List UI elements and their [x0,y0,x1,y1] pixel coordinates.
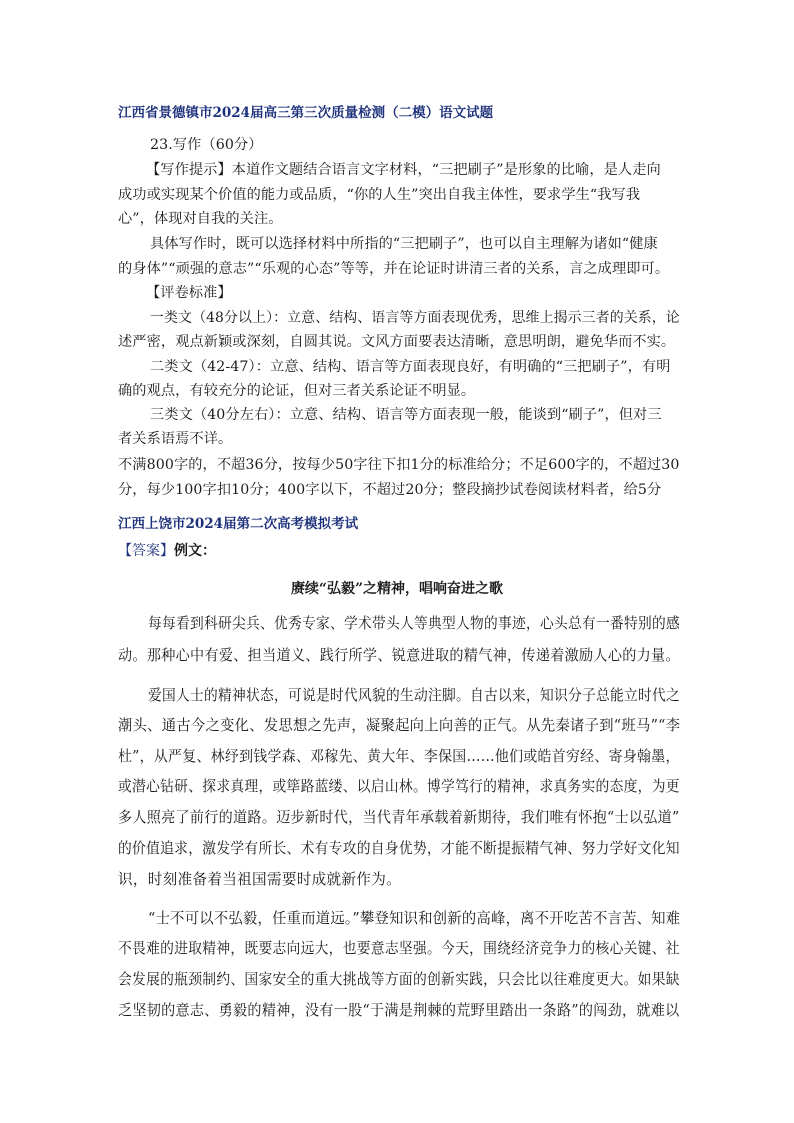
essay-line: 每每看到科研尖兵、优秀专家、学术带头人等典型人物的事迹，心头总有一番特别的感 [148,615,680,632]
essay-line: 爱国人士的精神状态，可说是时代风貌的生动注脚。自古以来，知识分子总能立时代之 [148,687,680,704]
grading-line: 不满800字的，不超36分，按每少50字往下扣1分的标准给分；不足600字的，不超过30 [118,457,680,473]
essay-line: 乏坚韧的意志、勇毅的精神，没有一股“于满是荆棘的荒野里踏出一条路”的闯劲，就难以 [118,1002,680,1019]
grading-line: 一类文（48分以上）：立意、结构、语言等方面表现优秀，思维上揭示三者的关系，论 [150,310,680,326]
essay-line: 潮头、通古今之变化、发思想之先声，凝聚起向上向善的正气。从先秦诸子到“班马”“李 [118,717,681,734]
exam-heading-shangrao: 江西上饶市2024届第二次高考模拟考试 [118,516,359,532]
grading-line: 二类文（42-47）：立意、结构、语言等方面表现良好，有明确的“三把刷子”，有明 [150,359,671,375]
answer-tag [118,540,216,560]
question-number: 23.写作（60分） [150,137,263,153]
grading-criteria-label: 【评卷标准】 [146,285,232,301]
essay-title: 赓续“弘毅”之精神，唱响奋进之歌 [290,581,504,597]
answer-bracket-open: 【 [118,543,132,559]
guidance-line: 【写作提示】本道作文题结合语言文字材料，“三把刷子”是形象的比喻，是人走向 [146,162,661,178]
essay-line: 多人照亮了前行的道路。迈步新时代，当代青年承载着新期待，我们唯有怀抱“士以弘道” [118,809,680,826]
essay-line: 动。那种心中有爱、担当道义、践行所学、锐意进取的精气神，传递着激励人心的力量。 [118,647,680,664]
grading-line: 确的观点，有较充分的论证，但对三者关系论证不明显。 [118,383,476,399]
answer-bracket-close: 】 [160,543,174,559]
essay-line: “士不可以不弘毅，任重而道远。”攀登知识和创新的高峰，离不开吃苦不言苦、知难 [148,910,681,927]
answer-label: 答案 [132,543,160,559]
guidance-line: 心”，体现对自我的关注。 [118,211,283,227]
essay-line: 不畏难的进取精神，既要志向远大，也要意志坚强。今天，围绕经济竞争力的核心关键、社 [118,940,680,957]
essay-line: 识，时刻准备着当祖国需要时成就新作为。 [118,871,401,888]
grading-line: 三类文（40分左右）：立意、结构、语言等方面表现一般，能谈到“刷子”，但对三 [150,407,662,423]
essay-line: 会发展的瓶颈制约、国家安全的重大挑战等方面的创新实践，只会比以往难度更大。如果缺 [118,971,680,988]
grading-line: 述严密，观点新颖或深刻，自圆其说。文风方面要表达清晰，意思明朗，避免华而不实。 [118,334,676,350]
essay-line: 的价值追求，激发学有所长、术有专攻的自身优势，才能不断提振精气神、努力学好文化知 [118,840,680,857]
exam-heading-jingdezhen: 江西省景德镇市2024届高三第三次质量检测（二模）语文试题 [118,105,494,121]
essay-line: 或潜心钻研、探求真理，或筚路蓝缕、以启山林。博学笃行的精神，求真务实的态度，为更 [118,778,680,795]
guidance-line: 的身体”“顽强的意志”“乐观的心态”等等，并在论证时讲清三者的关系，言之成理即可。 [118,261,670,277]
guidance-line: 成功或实现某个价值的能力或品质，“你的人生”突出自我主体性，要求学生“我写我 [118,187,641,203]
example-label: 例文： [174,543,216,559]
essay-line: 杜”，从严复、林纾到钱学森、邓稼先、黄大年、李保国……他们或皓首穷经、寄身翰墨， [118,748,680,765]
grading-line: 分，每少100字扣10分；400字以下，不超过20分；整段摘抄试卷阅读材料者，给5分 [118,482,662,498]
grading-line: 者关系语焉不详。 [118,431,233,447]
guidance-line: 具体写作时，既可以选择材料中所指的“三把刷子”，也可以自主理解为诸如“健康 [150,236,658,252]
